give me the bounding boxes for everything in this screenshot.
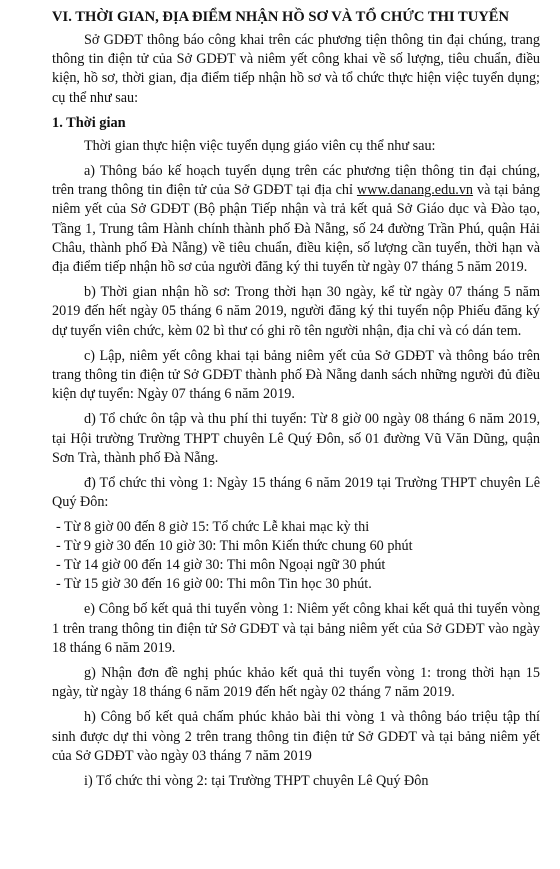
item-c-paragraph: c) Lập, niêm yết công khai tại bảng niêm yết của Sở GDĐT và thông báo trên trang thông tin điện tử Sở GDĐT thành phố Đà Nẵng danh sách những người đủ điều kiện dự tuyển: Ngày 07 tháng 6 năm 2019. [52, 347, 540, 403]
website-link[interactable]: www.danang.edu.vn [356, 182, 474, 199]
list-item: - Từ 15 giờ 30 đến 16 giờ 00: Thi môn Tin học 30 phút. [56, 576, 372, 593]
item-h-paragraph: h) Công bố kết quả chấm phúc khảo bài thi vòng 1 và thông báo triệu tập thí sinh được dự thi vòng 2 trên trang thông tin điện tử Sở GDĐT và tại bảng niêm yết của Sở GDĐT vào ngày 03 tháng 7 năm 2019 [52, 709, 540, 764]
list-item: - Từ 9 giờ 30 đến 10 giờ 30: Thi môn Kiến thức chung 60 phút [56, 538, 413, 555]
section-title: VI. THỜI GIAN, ĐỊA ĐIỂM NHẬN HỒ SƠ VÀ TỔ CHỨC THI TUYỂN [52, 9, 510, 25]
exam-schedule-list [52, 518, 540, 594]
subsection-title-text: 1. Thời gian [52, 114, 126, 131]
item-e-paragraph: e) Công bố kết quả thi tuyển vòng 1: Niêm yết công khai kết quả thi tuyển vòng 1 trên trang thông tin điện tử Sở GDĐT và tại bảng niêm yết của Sở GDĐT vào ngày 18 tháng 6 năm 2019. [52, 601, 540, 656]
subsection-title [52, 114, 540, 133]
item-d1-paragraph: d) Tổ chức ôn tập và thu phí thi tuyển: Từ 8 giờ 00 ngày 08 tháng 6 năm 2019, tại Hội trường Trường THPT chuyên Lê Quý Đôn, số 01 đường Vũ Văn Dũng, quận Sơn Trà, thành phố Đà Nẵng. [52, 411, 540, 466]
item-i-paragraph: i) Tổ chức thi vòng 2: tại Trường THPT chuyên Lê Quý Đôn [84, 773, 429, 790]
list-item: - Từ 14 giờ 00 đến 14 giờ 30: Thi môn Ngoại ngữ 30 phút [56, 557, 386, 574]
item-a-text-1: a) Thông báo kế hoạch tuyển dụng trên các phương tiện thông tin đại chúng, trên trang thông tin điện tử của Sở GDĐT tại địa chỉ [52, 163, 540, 199]
item-g-paragraph: g) Nhận đơn đề nghị phúc khảo kết quả thi tuyển vòng 1: trong thời hạn 15 ngày, từ ngày 18 tháng 6 năm 2019 đến hết ngày 02 tháng 7 năm 2019. [52, 665, 540, 701]
item-b-paragraph: b) Thời gian nhận hồ sơ: Trong thời hạn 30 ngày, kể từ ngày 07 tháng 5 năm 2019 đến hết ngày 05 tháng 6 năm 2019, người đăng ký thi tuyển nộp Phiếu đăng ký dự tuyển viên chức, kèm 02 bì thư có ghi rõ tên người nhận, địa chỉ và có dán tem. [52, 284, 540, 339]
item-a-text-2: và tại bảng niêm yết của Sở GDĐT (Bộ phận Tiếp nhận và trả kết quả Sở Giáo dục và Đào tạo, Tầng 1, Trung tâm Hành chính thành phố Đà Nẵng, số 24 đường Trần Phú, quận Hải Châu, thành phố Đà Nẵng) về tiêu chuẩn, điều kiện, số lượng cần tuyển, thời hạn và địa điểm tiếp nhận hồ sơ của người đăng ký thi tuyển từ ngày 07 tháng 5 năm 2019. [52, 182, 540, 276]
item-a-paragraph [52, 162, 540, 277]
item-d2-paragraph: đ) Tổ chức thi vòng 1: Ngày 15 tháng 6 năm 2019 tại Trường THPT chuyên Lê Quý Đôn: [52, 475, 540, 511]
intro-paragraph: Sở GDĐT thông báo công khai trên các phương tiện thông tin đại chúng, trang thông tin điện tử của Sở GDĐT và niêm yết công khai về số lượng, tiêu chuẩn, điều kiện, hồ sơ, thời gian, địa điểm tiếp nhận hồ sơ và tổ chức thực hiện việc tuyển dụng; cụ thể như sau: [52, 32, 540, 106]
list-item: - Từ 8 giờ 00 đến 8 giờ 15: Tổ chức Lễ khai mạc kỳ thi [56, 519, 370, 536]
time-intro-paragraph: Thời gian thực hiện việc tuyển dụng giáo viên cụ thể như sau: [84, 137, 436, 154]
